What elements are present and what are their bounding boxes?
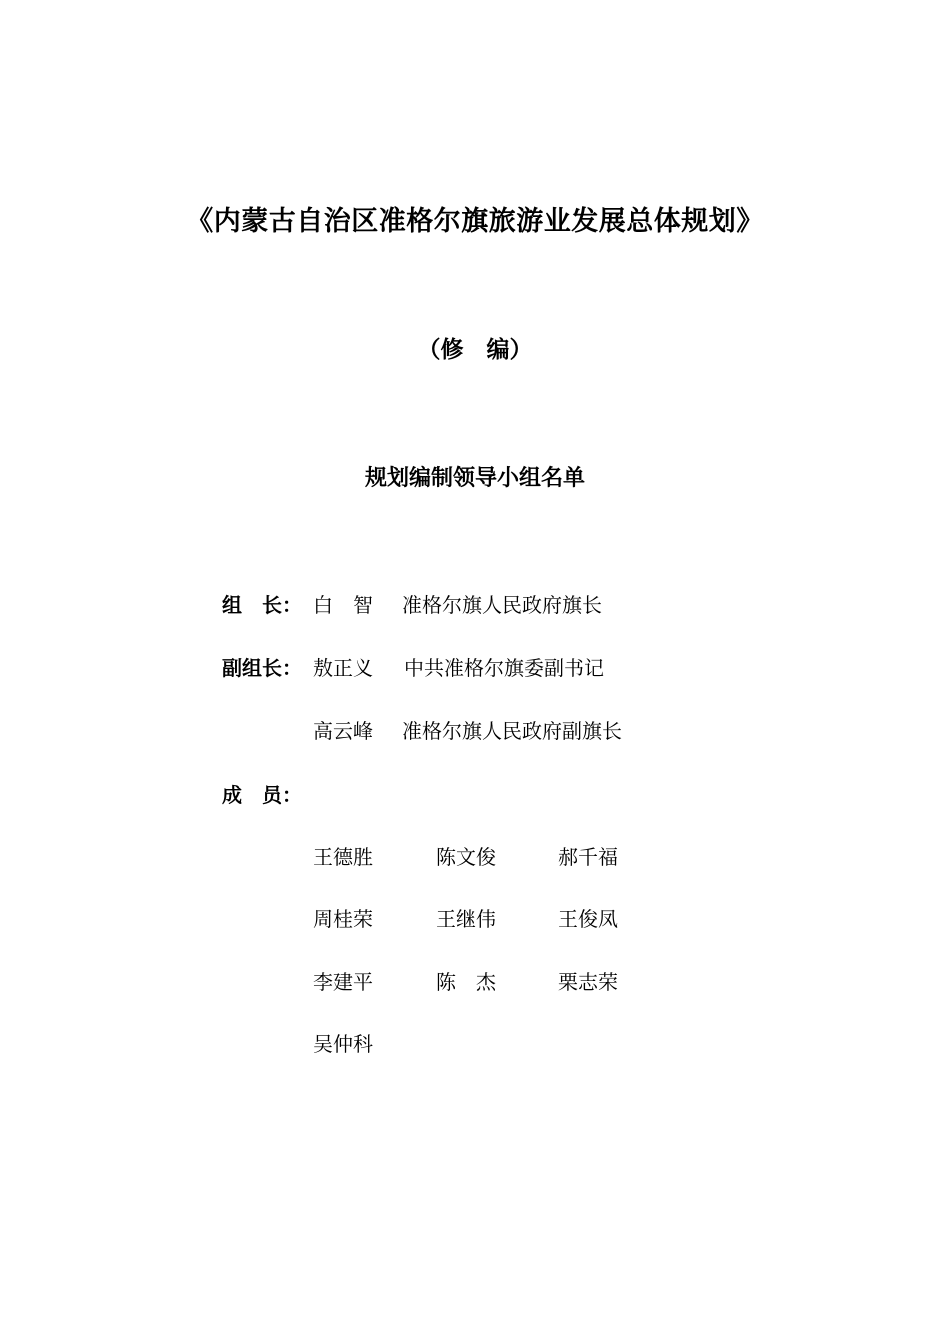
deputy-position: 准格尔旗人民政府副旗长 — [402, 719, 622, 743]
member-name: 李建平 — [313, 970, 373, 994]
leader-role-label: 组 长： — [222, 593, 302, 617]
member-name: 周桂荣 — [313, 907, 373, 931]
member-name: 陈 杰 — [436, 970, 496, 994]
member-name: 王俊凤 — [558, 907, 618, 931]
member-name: 郝千福 — [558, 845, 618, 869]
members-role-label: 成 员： — [222, 783, 302, 807]
deputy-position: 中共准格尔旗委副书记 — [404, 656, 604, 680]
member-name: 王德胜 — [313, 845, 373, 869]
list-heading: 规划编制领导小组名单 — [364, 465, 585, 491]
member-name: 王继伟 — [436, 907, 496, 931]
deputy-name: 敖正义 — [313, 656, 373, 680]
deputy-role-label: 副组长： — [222, 656, 302, 680]
member-name: 吴仲科 — [313, 1032, 373, 1056]
document-title: 《内蒙古自治区准格尔旗旅游业发展总体规划》 — [186, 206, 764, 237]
member-name: 栗志荣 — [558, 970, 618, 994]
leader-name: 白 智 — [313, 593, 373, 617]
member-name: 陈文俊 — [436, 845, 496, 869]
document-subtitle: （修 编） — [417, 337, 533, 363]
deputy-name: 高云峰 — [313, 719, 373, 743]
leader-position: 准格尔旗人民政府旗长 — [402, 593, 602, 617]
